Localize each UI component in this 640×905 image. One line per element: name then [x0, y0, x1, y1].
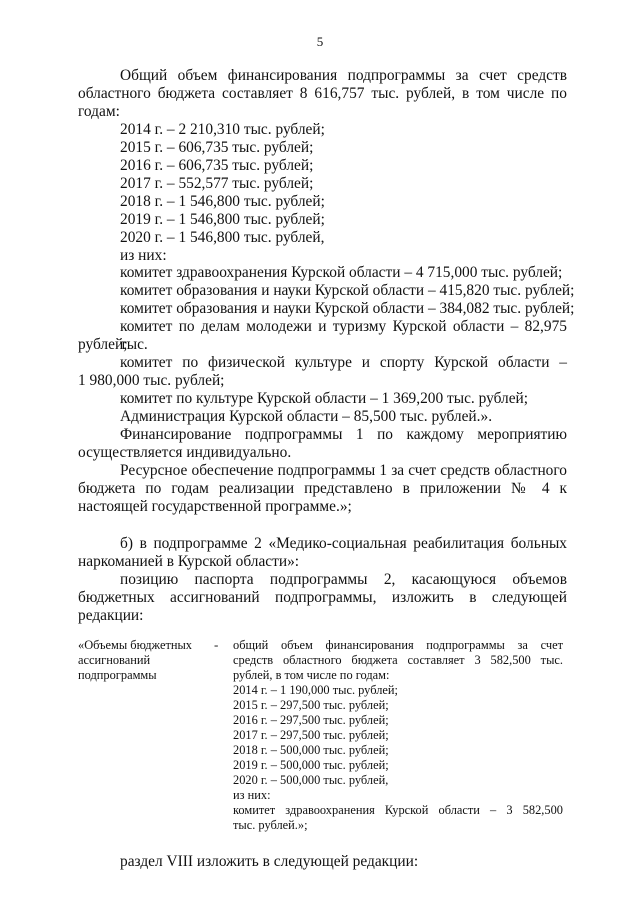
resource-line-3: настоящей государственной программе.»; [78, 498, 352, 515]
year-line-2020: 2020 г. – 1 546,800 тыс. рублей, [120, 229, 325, 246]
resource-line-1: Ресурсное обеспечение подпрограммы 1 за счет средств областного [120, 462, 567, 479]
year-line-2016: 2016 г. – 606,735 тыс. рублей; [120, 157, 314, 174]
position-line-2: бюджетных ассигнований подпрограммы, изложить в следующей [78, 589, 567, 606]
table-label-line-2: ассигнований [78, 653, 151, 667]
intro-line-1: Общий объем финансирования подпрограммы за счет средств [120, 67, 567, 84]
year-line-2017: 2017 г. – 552,577 тыс. рублей; [120, 175, 314, 192]
position-line-1: позицию паспорта подпрограммы 2, касающуюся объемов [120, 571, 567, 588]
year-line-2018: 2018 г. – 1 546,800 тыс. рублей; [120, 193, 325, 210]
section-b-heading-2: наркоманией в Курской области»: [78, 553, 300, 570]
table-year-2014: 2014 г. – 1 190,000 тыс. рублей; [233, 683, 398, 697]
table-committee-line-1: комитет здравоохранения Курской области – 3 582,500 [233, 803, 563, 817]
section-b-heading-1: б) в подпрограмме 2 «Медико-социальная реабилитация больных [120, 535, 567, 552]
year-line-2019: 2019 г. – 1 546,800 тыс. рублей; [120, 211, 325, 228]
table-content-line-1: общий объем финансирования подпрограммы за счет [233, 638, 563, 652]
table-content-line-2: средств областного бюджета составляет 3 582,500 тыс. [233, 653, 563, 667]
table-year-2019: 2019 г. – 500,000 тыс. рублей; [233, 758, 389, 772]
table-label-line-3: подпрограммы [78, 668, 157, 682]
table-content-line-3: рублей, в том числе по годам: [233, 668, 390, 682]
resource-line-2: бюджета по годам реализации представлено в приложении № 4 к [78, 480, 567, 497]
committee-line-4: комитет по делам молодежи и туризму Курской области – 82,975 тыс. [120, 318, 567, 353]
year-line-2015: 2015 г. – 606,735 тыс. рублей; [120, 139, 314, 156]
table-of-them: из них: [233, 788, 271, 802]
of-them-label: из них: [120, 247, 167, 264]
committee-line-4-cont: рублей; [78, 336, 128, 353]
intro-line-3: годам: [78, 103, 120, 120]
committee-line-2: комитет образования и науки Курской области – 415,820 тыс. рублей; [120, 282, 575, 299]
table-year-2017: 2017 г. – 297,500 тыс. рублей; [233, 728, 389, 742]
financing-line-1: Финансирование подпрограммы 1 по каждому мероприятию [120, 426, 567, 443]
table-label-line-1: «Объемы бюджетных [78, 638, 193, 652]
year-line-2014: 2014 г. – 2 210,310 тыс. рублей; [120, 121, 325, 138]
committee-line-1: комитет здравоохранения Курской области – 4 715,000 тыс. рублей; [120, 264, 563, 281]
committee-line-5-cont: 1 980,000 тыс. рублей; [78, 372, 225, 389]
committee-line-7: Администрация Курской области – 85,500 тыс. рублей.». [120, 408, 493, 425]
page-number: 5 [316, 34, 324, 49]
table-year-2018: 2018 г. – 500,000 тыс. рублей; [233, 743, 389, 757]
committee-line-5: комитет по физической культуре и спорту Курской области – [120, 354, 567, 371]
table-year-2016: 2016 г. – 297,500 тыс. рублей; [233, 713, 389, 727]
committee-line-6: комитет по культуре Курской области – 1 369,200 тыс. рублей; [120, 390, 529, 407]
table-committee-line-2: тыс. рублей.»; [233, 818, 308, 832]
table-year-2015: 2015 г. – 297,500 тыс. рублей; [233, 698, 389, 712]
table-year-2020: 2020 г. – 500,000 тыс. рублей, [233, 773, 389, 787]
section-8-line: раздел VIII изложить в следующей редакции: [120, 853, 419, 870]
intro-line-2: областного бюджета составляет 8 616,757 тыс. рублей, в том числе по [78, 85, 567, 102]
committee-line-3: комитет образования и науки Курской области – 384,082 тыс. рублей; [120, 300, 575, 317]
financing-line-2: осуществляется индивидуально. [78, 444, 292, 461]
position-line-3: редакции: [78, 607, 144, 624]
table-dash: - [214, 637, 219, 652]
